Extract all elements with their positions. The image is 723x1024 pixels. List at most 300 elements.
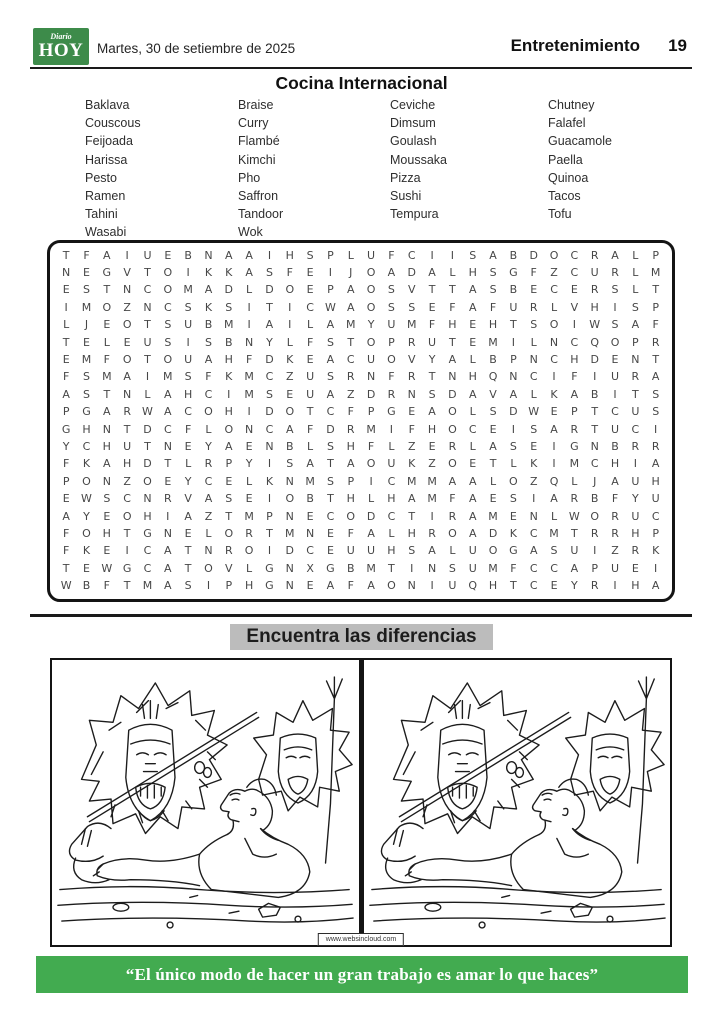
grid-letter: O <box>448 405 457 419</box>
grid-letter: P <box>62 474 70 488</box>
grid-letter: L <box>307 439 314 453</box>
grid-letter: G <box>509 544 518 558</box>
grid-letter: R <box>204 457 213 471</box>
word-item: Chutney <box>548 98 595 112</box>
grid-letter: A <box>407 492 416 506</box>
grid-letter: Z <box>407 439 416 453</box>
differences-title: Encuentra las diferencias <box>230 624 492 650</box>
grid-letter: C <box>123 492 131 506</box>
grid-letter: C <box>529 526 538 540</box>
grid-letter: R <box>590 283 599 297</box>
grid-letter: S <box>611 283 619 297</box>
grid-letter: C <box>570 335 579 349</box>
grid-row <box>56 439 666 455</box>
grid-letter: A <box>428 405 436 419</box>
grid-letter: C <box>184 405 192 419</box>
grid-letter: R <box>570 422 579 436</box>
grid-letter: N <box>123 283 132 297</box>
grid-letter: I <box>430 579 434 593</box>
grid-letter: A <box>265 318 274 332</box>
grid-letter: I <box>267 248 272 262</box>
grid-letter: B <box>611 439 619 453</box>
grid-letter: B <box>306 492 314 506</box>
grid-letter: D <box>407 266 416 280</box>
grid-letter: H <box>631 526 640 540</box>
grid-letter: Z <box>611 544 619 558</box>
grid-letter: H <box>651 474 660 488</box>
grid-letter: C <box>550 353 558 367</box>
grid-letter: C <box>326 405 335 419</box>
grid-row <box>56 369 666 385</box>
grid-letter: V <box>184 492 192 506</box>
word-item: Tandoor <box>238 207 284 222</box>
grid-letter: M <box>244 370 254 384</box>
grid-letter: J <box>349 266 353 280</box>
grid-letter: R <box>611 509 619 523</box>
grid-letter: A <box>326 353 335 367</box>
grid-letter: C <box>306 300 314 314</box>
grid-row <box>56 352 666 368</box>
grid-letter: K <box>509 526 517 540</box>
grid-letter: C <box>550 561 558 575</box>
grid-letter: L <box>571 474 578 488</box>
grid-letter: E <box>550 405 558 419</box>
grid-letter: M <box>346 318 356 332</box>
grid-letter: S <box>387 283 395 297</box>
grid-letter: S <box>509 439 517 453</box>
grid-letter: N <box>529 353 538 367</box>
grid-letter: N <box>448 370 457 384</box>
grid-letter: L <box>469 405 476 419</box>
grid-letter: F <box>347 579 354 593</box>
grid-letter: I <box>247 318 251 332</box>
grid-letter: P <box>510 353 517 367</box>
grid-letter: A <box>62 387 70 401</box>
grid-letter: K <box>225 266 233 280</box>
grid-letter: I <box>186 335 190 349</box>
grid-letter: C <box>326 509 335 523</box>
grid-letter: T <box>652 283 660 297</box>
grid-letter: D <box>326 422 335 436</box>
grid-letter: A <box>550 422 558 436</box>
grid-letter: E <box>83 335 90 349</box>
grid-letter: F <box>347 526 354 540</box>
grid-letter: S <box>184 579 192 593</box>
grid-letter: M <box>569 457 580 471</box>
grid-letter: A <box>306 457 314 471</box>
grid-letter: L <box>530 335 537 349</box>
grid-letter: I <box>267 544 272 558</box>
word-item: Tahini <box>85 207 118 222</box>
grid-letter: F <box>63 544 70 558</box>
grid-letter: A <box>367 526 375 540</box>
grid-letter: T <box>327 492 334 506</box>
logo-diario-text: Diario <box>50 32 72 41</box>
grid-letter: E <box>306 266 314 280</box>
grid-letter: T <box>591 405 599 419</box>
grid-letter: E <box>62 353 70 367</box>
image-divider <box>359 660 364 945</box>
grid-letter: L <box>469 439 476 453</box>
grid-letter: U <box>610 370 620 384</box>
grid-letter: T <box>306 405 314 419</box>
grid-letter: N <box>305 526 315 540</box>
grid-letter: S <box>164 335 172 349</box>
grid-letter: Z <box>123 300 131 314</box>
grid-letter: P <box>652 300 659 314</box>
word-item: Wok <box>238 225 263 240</box>
grid-letter: M <box>305 474 315 488</box>
grid-letter: A <box>489 439 497 453</box>
grid-letter: A <box>468 387 477 401</box>
grid-letter: S <box>103 492 111 506</box>
grid-letter: F <box>245 353 253 367</box>
grid-letter: Y <box>428 353 436 367</box>
grid-letter: M <box>244 509 254 523</box>
grid-letter: I <box>532 492 536 506</box>
grid-letter: U <box>631 509 640 523</box>
grid-letter: P <box>591 561 599 575</box>
grid-letter: E <box>530 439 538 453</box>
grid-letter: B <box>509 283 518 297</box>
grid-letter: H <box>387 544 396 558</box>
grid-letter: N <box>245 335 254 349</box>
grid-letter: D <box>143 457 152 471</box>
grid-letter: O <box>366 335 376 349</box>
grid-letter: C <box>407 248 416 262</box>
word-item: Tempura <box>390 207 439 222</box>
grid-letter: M <box>366 422 376 436</box>
grid-letter: E <box>428 439 436 453</box>
grid-letter: D <box>285 544 295 558</box>
grid-letter: T <box>631 387 639 401</box>
grid-letter: S <box>469 248 477 262</box>
grid-letter: S <box>489 266 497 280</box>
grid-letter: V <box>489 387 497 401</box>
grid-letter: N <box>62 266 71 280</box>
grid-letter: V <box>407 353 416 367</box>
grid-letter: V <box>123 266 131 280</box>
grid-letter: L <box>205 422 212 436</box>
grid-letter: S <box>326 474 334 488</box>
grid-letter: E <box>123 335 131 349</box>
diario-hoy-logo <box>33 28 89 65</box>
grid-letter: U <box>123 439 132 453</box>
grid-letter: E <box>286 387 294 401</box>
grid-letter: M <box>650 266 661 280</box>
grid-letter: T <box>123 579 131 593</box>
grid-letter: A <box>428 266 436 280</box>
grid-letter: H <box>407 526 416 540</box>
grid-letter: K <box>530 457 538 471</box>
grid-letter: A <box>611 248 619 262</box>
grid-letter: M <box>142 579 153 593</box>
grid-letter: L <box>469 353 476 367</box>
grid-letter: L <box>246 283 253 297</box>
grid-letter: Y <box>245 457 253 471</box>
grid-letter: O <box>224 422 234 436</box>
spot-difference-image-left <box>52 660 358 945</box>
grid-letter: O <box>143 474 152 488</box>
grid-letter: C <box>529 561 538 575</box>
grid-letter: A <box>225 248 233 262</box>
grid-letter: L <box>347 248 354 262</box>
grid-letter: U <box>387 318 396 332</box>
grid-row <box>56 561 666 577</box>
grid-letter: M <box>244 387 254 401</box>
grid-letter: I <box>430 509 434 523</box>
grid-letter: L <box>510 457 517 471</box>
grid-letter: O <box>224 526 234 540</box>
grid-letter: O <box>448 526 457 540</box>
word-item: Guacamole <box>548 134 612 149</box>
grid-letter: C <box>143 544 152 558</box>
grid-letter: F <box>63 526 70 540</box>
grid-letter: I <box>430 248 434 262</box>
grid-letter: E <box>408 405 416 419</box>
grid-letter: O <box>346 509 356 523</box>
grid-letter: C <box>204 474 213 488</box>
grid-letter: N <box>427 561 437 575</box>
grid-letter: G <box>61 422 71 436</box>
word-item: Kimchi <box>238 152 276 167</box>
grid-letter: R <box>631 544 640 558</box>
word-column <box>85 96 238 242</box>
grid-letter: R <box>590 579 599 593</box>
grid-letter: S <box>530 422 538 436</box>
grid-letter: S <box>387 300 395 314</box>
grid-letter: T <box>571 526 578 540</box>
grid-letter: F <box>388 248 395 262</box>
grid-letter: R <box>346 370 355 384</box>
grid-letter: H <box>224 353 233 367</box>
word-item: Couscous <box>85 116 141 131</box>
grid-letter: A <box>468 492 477 506</box>
word-item: Harissa <box>85 152 128 167</box>
grid-letter: L <box>550 300 558 314</box>
grid-letter: G <box>570 439 579 453</box>
grid-letter: E <box>489 422 497 436</box>
grid-letter: U <box>346 544 355 558</box>
grid-letter: S <box>184 300 192 314</box>
grid-letter: D <box>488 526 498 540</box>
grid-letter: A <box>448 353 457 367</box>
grid-letter: E <box>103 318 111 332</box>
grid-letter: Y <box>205 439 212 453</box>
grid-letter: P <box>266 509 273 523</box>
grid-letter: Y <box>62 439 70 453</box>
grid-letter: N <box>285 561 294 575</box>
grid-letter: F <box>449 492 456 506</box>
grid-letter: U <box>387 457 396 471</box>
grid-row <box>56 404 666 420</box>
grid-letter: A <box>164 405 172 419</box>
grid-letter: C <box>651 509 660 523</box>
grid-letter: U <box>610 422 620 436</box>
grid-letter: D <box>224 283 234 297</box>
grid-letter: N <box>549 335 559 349</box>
grid-letter: L <box>449 266 456 280</box>
grid-letter: A <box>103 405 111 419</box>
word-column <box>238 96 390 242</box>
grid-letter: C <box>387 509 396 523</box>
grid-letter: S <box>326 439 334 453</box>
grid-letter: B <box>184 248 192 262</box>
grid-letter: U <box>143 335 152 349</box>
wordsearch-title: Cocina Internacional <box>275 73 448 93</box>
grid-letter: Z <box>346 387 355 401</box>
grid-letter: N <box>285 509 294 523</box>
grid-letter: H <box>610 457 620 471</box>
grid-letter: Y <box>571 579 578 593</box>
grid-letter: H <box>183 387 193 401</box>
quote-banner <box>36 956 688 993</box>
grid-letter: G <box>509 266 518 280</box>
grid-letter: F <box>205 370 212 384</box>
grid-letter: R <box>448 439 457 453</box>
grid-letter: U <box>367 544 376 558</box>
letter-grid <box>56 247 666 595</box>
grid-letter: L <box>307 318 314 332</box>
grid-letter: A <box>550 492 558 506</box>
grid-letter: G <box>122 561 132 575</box>
grid-letter: K <box>652 544 660 558</box>
grid-letter: C <box>143 283 152 297</box>
grid-letter: H <box>448 318 457 332</box>
grid-letter: A <box>346 457 355 471</box>
grid-letter: A <box>204 353 213 367</box>
grid-letter: T <box>347 335 355 349</box>
grid-letter: K <box>265 474 274 488</box>
grid-letter: P <box>327 248 334 262</box>
grid-letter: E <box>62 492 70 506</box>
grid-letter: C <box>265 422 274 436</box>
grid-letter: O <box>549 318 559 332</box>
grid-letter: D <box>366 509 376 523</box>
grid-letter: B <box>489 353 497 367</box>
grid-letter: C <box>163 422 172 436</box>
grid-letter: Q <box>468 579 478 593</box>
grid-letter: G <box>326 561 335 575</box>
grid-letter: H <box>427 422 437 436</box>
grid-letter: C <box>570 266 579 280</box>
grid-letter: L <box>632 248 639 262</box>
grid-letter: U <box>570 544 579 558</box>
grid-letter: I <box>125 544 129 558</box>
grid-letter: I <box>552 439 556 453</box>
grid-letter: R <box>387 387 396 401</box>
word-item: Tacos <box>548 189 581 204</box>
grid-letter: O <box>509 474 518 488</box>
grid-letter: E <box>611 353 619 367</box>
grid-letter: R <box>651 439 660 453</box>
word-item: Dimsum <box>390 116 436 131</box>
grid-letter: L <box>632 283 639 297</box>
grid-letter: L <box>246 474 253 488</box>
grid-letter: M <box>488 509 498 523</box>
word-item: Falafel <box>548 116 586 131</box>
grid-letter: P <box>632 335 639 349</box>
grid-letter: A <box>164 561 172 575</box>
grid-letter: P <box>652 526 659 540</box>
grid-letter: E <box>570 283 578 297</box>
grid-letter: F <box>367 439 375 453</box>
grid-letter: B <box>82 579 91 593</box>
grid-letter: H <box>468 370 477 384</box>
differences-title-row <box>0 624 723 650</box>
grid-letter: I <box>613 300 617 314</box>
grid-letter: U <box>631 474 640 488</box>
word-item: Wasabi <box>85 225 127 240</box>
grid-letter: L <box>205 526 212 540</box>
grid-letter: K <box>204 300 213 314</box>
grid-letter: E <box>83 266 90 280</box>
grid-letter: A <box>164 544 172 558</box>
grid-letter: I <box>166 509 170 523</box>
grid-letter: C <box>163 300 172 314</box>
grid-letter: L <box>530 387 537 401</box>
grid-letter: A <box>123 370 131 384</box>
grid-letter: T <box>225 509 233 523</box>
grid-letter: P <box>388 335 395 349</box>
grid-letter: V <box>570 300 579 314</box>
grid-letter: F <box>428 318 436 332</box>
grid-letter: N <box>204 248 213 262</box>
grid-letter: I <box>328 266 333 280</box>
word-column <box>390 96 548 242</box>
grid-row <box>56 491 666 507</box>
grid-letter: Q <box>590 335 600 349</box>
word-item: Sushi <box>390 189 422 204</box>
grid-letter: S <box>611 318 619 332</box>
grid-letter: N <box>143 492 152 506</box>
grid-letter: E <box>245 439 253 453</box>
grid-letter: A <box>286 422 294 436</box>
grid-letter: S <box>83 387 90 401</box>
grid-letter: A <box>387 266 396 280</box>
grid-letter: H <box>123 457 132 471</box>
grid-letter: M <box>81 300 92 314</box>
grid-letter: Z <box>550 266 558 280</box>
word-item: Braise <box>238 98 274 112</box>
grid-letter: E <box>225 474 233 488</box>
page-number: 19 <box>668 36 687 55</box>
grid-letter: H <box>285 248 294 262</box>
grid-letter: R <box>407 335 416 349</box>
grid-letter: S <box>428 387 436 401</box>
grid-letter: E <box>428 300 436 314</box>
grid-letter: B <box>286 439 294 453</box>
grid-letter: S <box>184 370 192 384</box>
grid-letter: S <box>83 283 90 297</box>
grid-letter: U <box>509 300 518 314</box>
grid-letter: P <box>225 457 233 471</box>
grid-letter: T <box>510 318 517 332</box>
grid-row <box>56 543 666 559</box>
grid-letter: E <box>326 526 334 540</box>
grid-letter: N <box>245 422 254 436</box>
grid-letter: S <box>265 387 273 401</box>
grid-letter: L <box>144 387 151 401</box>
grid-letter: M <box>102 370 112 384</box>
grid-letter: R <box>651 335 660 349</box>
grid-letter: Y <box>266 335 273 349</box>
grid-letter: F <box>510 561 517 575</box>
grid-letter: R <box>570 492 579 506</box>
grid-letter: H <box>631 579 640 593</box>
grid-letter: E <box>62 283 70 297</box>
header-divider <box>30 67 692 69</box>
